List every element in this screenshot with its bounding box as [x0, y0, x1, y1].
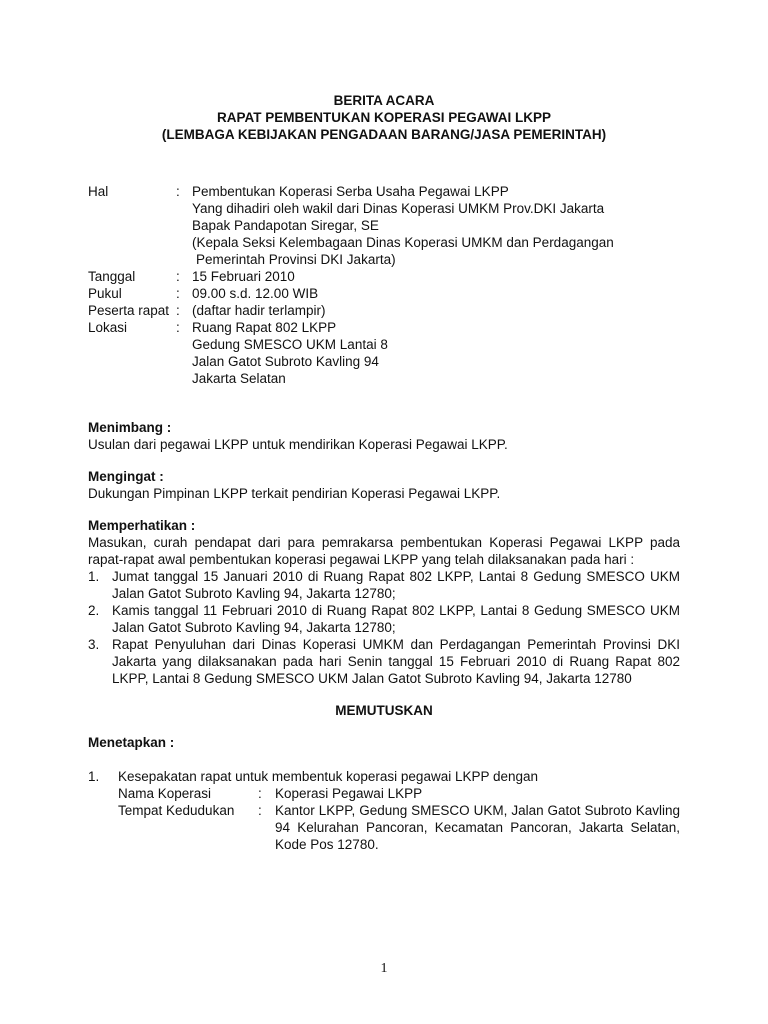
decision-row-tempat [118, 802, 680, 853]
info-colon: : [176, 286, 180, 301]
document-title [88, 92, 680, 143]
title-line-3: (LEMBAGA KEBIJAKAN PENGADAAN BARANG/JASA PEMERINTAH) [161, 127, 607, 142]
decision-list [88, 768, 680, 853]
info-value [192, 183, 680, 268]
info-row-peserta [88, 302, 680, 319]
list-number: 2. [88, 603, 100, 618]
meeting-info [88, 183, 680, 387]
info-line: Bapak Pandapotan Siregar, SE [192, 218, 379, 233]
decision-colon: : [258, 803, 262, 818]
info-colon: : [176, 184, 180, 199]
info-colon: : [176, 269, 180, 284]
list-number: 1. [88, 569, 100, 584]
decision-value: Kantor LKPP, Gedung SMESCO UKM, Jalan Gatot Subroto Kavling 94 Kelurahan Pancoran, Kecamatan Pancoran, Jakarta Selatan, Kode Pos 12780. [275, 803, 680, 852]
info-value [192, 319, 680, 387]
section-heading: Menimbang : [88, 420, 172, 435]
info-value: 15 Februari 2010 [192, 269, 295, 284]
info-line: Pembentukan Koperasi Serba Usaha Pegawai LKPP [192, 184, 509, 199]
info-colon: : [176, 320, 180, 335]
info-value: 09.00 s.d. 12.00 WIB [192, 286, 319, 301]
info-line: Yang dihadiri oleh wakil dari Dinas Koperasi UMKM Prov.DKI Jakarta [192, 201, 605, 216]
section-text: Dukungan Pimpinan LKPP terkait pendirian Koperasi Pegawai LKPP. [88, 486, 501, 501]
info-line: Jakarta Selatan [192, 371, 286, 386]
decision-value: Koperasi Pegawai LKPP [275, 786, 423, 801]
info-label: Tanggal [88, 269, 136, 284]
info-row-tanggal [88, 268, 680, 285]
list-item [88, 636, 680, 687]
section-mengingat [88, 468, 680, 502]
decision-label: Nama Koperasi [118, 786, 212, 801]
page-number: 1 [380, 961, 388, 976]
decision-item [88, 768, 680, 853]
info-value: (daftar hadir terlampir) [192, 303, 326, 318]
info-label: Hal [88, 184, 109, 199]
info-line: Jalan Gatot Subroto Kavling 94 [192, 354, 379, 369]
info-colon: : [176, 303, 180, 318]
section-heading: Memperhatikan : [88, 518, 196, 533]
info-line: (Kepala Seksi Kelembagaan Dinas Koperasi UMKM dan Perdagangan [192, 235, 614, 250]
section-menimbang [88, 419, 680, 453]
decision-row-nama [118, 785, 680, 802]
section-heading: Menetapkan : [88, 735, 175, 750]
info-label: Peserta rapat [88, 303, 170, 318]
info-row-lokasi [88, 319, 680, 387]
decision-number: 1. [88, 769, 100, 784]
decision-text: Kesepakatan rapat untuk membentuk koperasi pegawai LKPP dengan [118, 769, 539, 784]
numbered-list [88, 568, 680, 687]
list-text: Kamis tanggal 11 Februari 2010 di Ruang Rapat 802 LKPP, Lantai 8 Gedung SMESCO UKM Jalan Gatot Subroto Kavling 94, Jakarta 12780; [112, 603, 680, 635]
list-item [88, 568, 680, 602]
info-line: Pemerintah Provinsi DKI Jakarta) [196, 252, 396, 267]
title-line-1: BERITA ACARA [333, 93, 435, 108]
info-line: Ruang Rapat 802 LKPP [192, 320, 337, 335]
section-heading: Mengingat : [88, 469, 164, 484]
info-label: Pukul [88, 286, 122, 301]
section-memperhatikan [88, 517, 680, 687]
section-menetapkan [88, 734, 680, 853]
section-text: Masukan, curah pendapat dari para pemrakarsa pembentukan Koperasi Pegawai LKPP pada rapat-rapat awal pembentukan koperasi pegawai LKPP yang telah dilaksanakan pada hari : [88, 535, 680, 567]
list-item [88, 602, 680, 636]
list-text: Rapat Penyuluhan dari Dinas Koperasi UMKM dan Perdagangan Pemerintah Provinsi DKI Jakarta yang dilaksanakan pada hari Senin tanggal 15 Februari 2010 di Ruang Rapat 802 LKPP, Lantai 8 Gedung SMESCO UKM Jalan Gatot Subroto Kavling 94, Jakarta 12780 [112, 637, 680, 686]
info-row-hal [88, 183, 680, 268]
decision-body [118, 768, 680, 853]
info-row-pukul [88, 285, 680, 302]
section-text: Usulan dari pegawai LKPP untuk mendirikan Koperasi Pegawai LKPP. [88, 437, 508, 452]
list-text: Jumat tanggal 15 Januari 2010 di Ruang Rapat 802 LKPP, Lantai 8 Gedung SMESCO UKM Jalan Gatot Subroto Kavling 94, Jakarta 12780; [112, 569, 680, 601]
memutuskan-heading: MEMUTUSKAN [335, 703, 433, 718]
info-line: Gedung SMESCO UKM Lantai 8 [192, 337, 388, 352]
list-number: 3. [88, 637, 100, 652]
title-line-2: RAPAT PEMBENTUKAN KOPERASI PEGAWAI LKPP [216, 110, 552, 125]
decision-label: Tempat Kedudukan [118, 803, 235, 818]
info-label: Lokasi [88, 320, 128, 335]
decision-colon: : [258, 786, 262, 801]
